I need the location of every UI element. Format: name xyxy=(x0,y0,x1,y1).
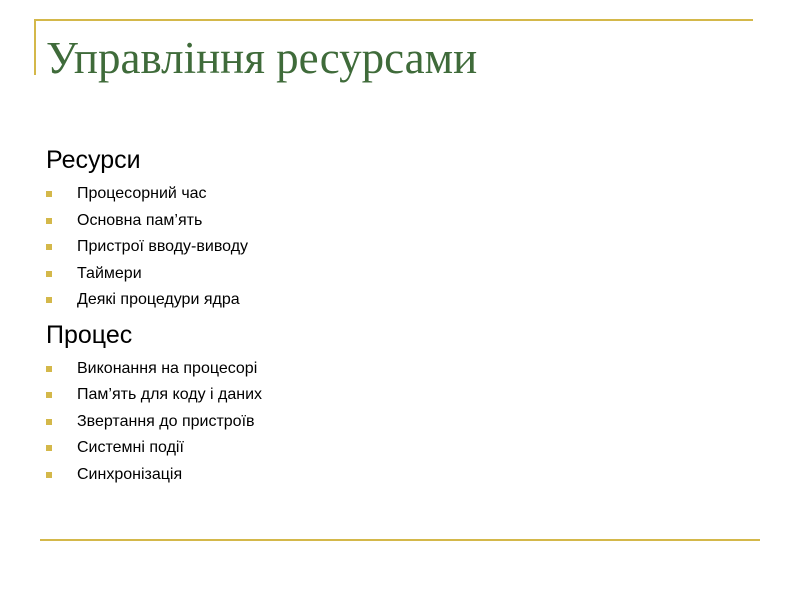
slide-title: Управління ресурсами xyxy=(46,33,478,83)
list-item-text: Деякі процедури ядра xyxy=(77,291,240,308)
resources-list xyxy=(46,181,746,314)
list-item-text: Виконання на процесорі xyxy=(77,359,258,377)
bottom-divider xyxy=(40,539,760,541)
process-list xyxy=(46,356,746,489)
square-bullet-icon xyxy=(46,218,52,224)
list-item xyxy=(46,261,746,288)
square-bullet-icon xyxy=(46,392,52,398)
list-item xyxy=(46,409,746,436)
square-bullet-icon xyxy=(46,366,52,372)
square-bullet-icon xyxy=(46,419,52,425)
list-item xyxy=(46,181,746,208)
slide-body xyxy=(46,145,746,488)
square-bullet-icon xyxy=(46,445,52,451)
list-item xyxy=(46,287,746,314)
left-divider xyxy=(34,19,36,75)
square-bullet-icon xyxy=(46,271,52,277)
list-item xyxy=(46,234,746,261)
list-item-text: Основна пам’ять xyxy=(77,211,203,229)
section-heading-process: Процес xyxy=(46,320,133,349)
list-item-text: Системні події xyxy=(77,439,184,456)
section-resources xyxy=(46,145,746,314)
top-divider xyxy=(34,19,753,21)
list-item-text: Таймери xyxy=(77,264,142,282)
list-item-text: Звертання до пристроїв xyxy=(77,412,255,430)
square-bullet-icon xyxy=(46,191,52,197)
list-item xyxy=(46,208,746,235)
list-item-text: Процесорний час xyxy=(77,185,207,202)
list-item xyxy=(46,356,746,383)
list-item xyxy=(46,382,746,409)
section-heading-resources: Ресурси xyxy=(46,146,141,174)
section-process xyxy=(46,320,746,489)
list-item-text: Пристрої вводу-виводу xyxy=(77,238,249,255)
list-item-text: Синхронізація xyxy=(77,465,183,483)
square-bullet-icon xyxy=(46,472,52,478)
square-bullet-icon xyxy=(46,297,52,303)
square-bullet-icon xyxy=(46,244,52,250)
list-item-text: Пам’ять для коду і даних xyxy=(77,386,263,403)
list-item xyxy=(46,462,746,489)
list-item xyxy=(46,435,746,462)
